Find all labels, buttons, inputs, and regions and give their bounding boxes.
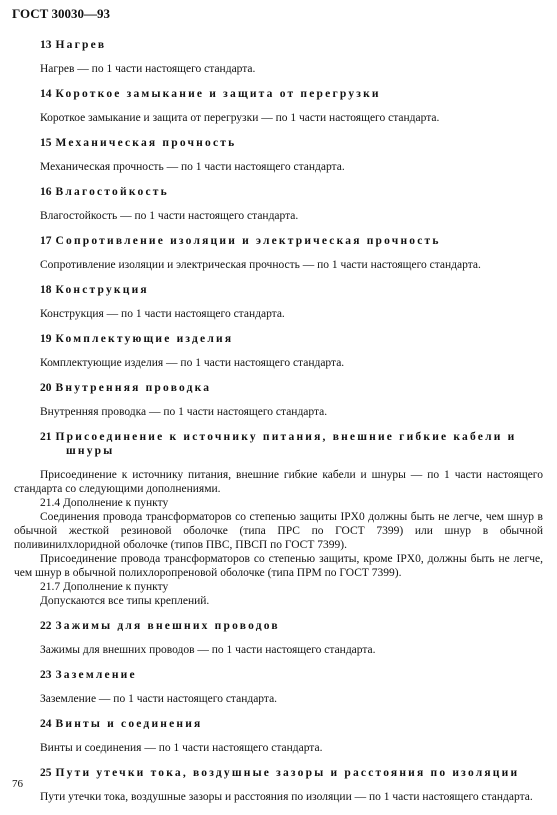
section-heading bbox=[40, 717, 543, 731]
page-number: 76 bbox=[12, 778, 23, 790]
section-heading bbox=[40, 381, 543, 395]
section-title: Внутренняя проводка bbox=[55, 382, 212, 394]
section-text: Сопротивление изоляции и электрическая прочность — по 1 части настоящего стандарта. bbox=[40, 259, 481, 271]
section-14 bbox=[40, 87, 543, 125]
section-16 bbox=[40, 185, 543, 223]
section-number: 22 bbox=[40, 620, 52, 632]
section-title: Пути утечки тока, воздушные зазоры и расстояния по изоляции bbox=[55, 767, 520, 779]
section-title: Механическая прочность bbox=[55, 137, 237, 149]
section-heading bbox=[40, 332, 543, 346]
section-heading bbox=[40, 185, 543, 199]
section-title: Конструкция bbox=[55, 284, 149, 296]
section-heading bbox=[40, 766, 543, 780]
section-title: Присоединение к источнику питания, внешние гибкие кабели и шнуры bbox=[55, 431, 517, 457]
section-number: 14 bbox=[40, 88, 52, 100]
subsection-heading: 21.7 Дополнение к пункту bbox=[40, 581, 169, 593]
section-text: Конструкция — по 1 части настоящего стандарта. bbox=[40, 308, 285, 320]
section-title: Нагрев bbox=[55, 39, 107, 51]
section-text: Механическая прочность — по 1 части настоящего стандарта. bbox=[40, 161, 345, 173]
section-number: 23 bbox=[40, 669, 52, 681]
section-24 bbox=[40, 717, 543, 755]
section-title: Короткое замыкание и защита от перегрузки bbox=[55, 88, 381, 100]
section-text: Нагрев — по 1 части настоящего стандарта. bbox=[40, 63, 256, 75]
section-15 bbox=[40, 136, 543, 174]
section-text: Допускаются все типы креплений. bbox=[40, 595, 210, 607]
section-text: Комплектующие изделия — по 1 части настоящего стандарта. bbox=[40, 357, 345, 369]
section-title: Влагостойкость bbox=[55, 186, 169, 198]
section-text: Винты и соединения — по 1 части настоящего стандарта. bbox=[40, 742, 323, 754]
section-17 bbox=[40, 234, 543, 272]
section-23 bbox=[40, 668, 543, 706]
section-text: Соединения провода трансформаторов со степенью защиты IPX0 должны быть не легче, чем шнур в обычной жесткой резиновой оболочке (типа ПРС по ГОСТ 7399) или шнур в обычной поливинилхлоридной оболочке (типов ПВС, ПВСП по ГОСТ 7399). bbox=[14, 511, 543, 551]
section-heading bbox=[40, 136, 543, 150]
section-text: Присоединение к источнику питания, внешние гибкие кабели и шнуры — по 1 части настоящего стандарта со следующими дополнениями. bbox=[14, 469, 543, 495]
section-13 bbox=[40, 38, 543, 76]
section-number: 17 bbox=[40, 235, 52, 247]
section-19 bbox=[40, 332, 543, 370]
section-text: Присоединение провода трансформаторов со степенью защиты, кроме IPX0, должны быть не легче, чем шнур в обычной полихлоропреновой оболочке (типа ПРМ по ГОСТ 7399). bbox=[14, 553, 543, 579]
section-title: Сопротивление изоляции и электрическая прочность bbox=[55, 235, 441, 247]
subsection-heading: 21.4 Дополнение к пункту bbox=[40, 497, 169, 509]
section-number: 21 bbox=[40, 431, 52, 443]
section-heading bbox=[40, 430, 543, 458]
section-number: 19 bbox=[40, 333, 52, 345]
section-20 bbox=[40, 381, 543, 419]
section-25 bbox=[14, 766, 543, 804]
section-title: Комплектующие изделия bbox=[55, 333, 234, 345]
section-heading bbox=[40, 668, 543, 682]
section-text: Влагостойкость — по 1 части настоящего стандарта. bbox=[40, 210, 299, 222]
section-number: 20 bbox=[40, 382, 52, 394]
document-header: ГОСТ 30030—93 bbox=[12, 6, 111, 21]
section-number: 18 bbox=[40, 284, 52, 296]
section-22 bbox=[40, 619, 543, 657]
section-heading bbox=[40, 38, 543, 52]
section-18 bbox=[40, 283, 543, 321]
section-number: 16 bbox=[40, 186, 52, 198]
section-title: Зажимы для внешних проводов bbox=[55, 620, 280, 632]
section-number: 13 bbox=[40, 39, 52, 51]
section-number: 24 bbox=[40, 718, 52, 730]
section-heading bbox=[40, 619, 543, 633]
section-heading bbox=[40, 87, 543, 101]
section-text: Зажимы для внешних проводов — по 1 части настоящего стандарта. bbox=[40, 644, 376, 656]
section-text: Заземление — по 1 части настоящего стандарта. bbox=[40, 693, 278, 705]
section-number: 25 bbox=[40, 767, 52, 779]
section-21 bbox=[14, 430, 543, 608]
section-heading bbox=[40, 283, 543, 297]
section-heading bbox=[40, 234, 543, 248]
section-text: Короткое замыкание и защита от перегрузки — по 1 части настоящего стандарта. bbox=[40, 112, 440, 124]
section-title: Заземление bbox=[55, 669, 137, 681]
section-text: Пути утечки тока, воздушные зазоры и расстояния по изоляции — по 1 части настоящего стандарта. bbox=[40, 791, 533, 803]
section-title: Винты и соединения bbox=[55, 718, 203, 730]
section-text: Внутренняя проводка — по 1 части настоящего стандарта. bbox=[40, 406, 328, 418]
section-number: 15 bbox=[40, 137, 52, 149]
